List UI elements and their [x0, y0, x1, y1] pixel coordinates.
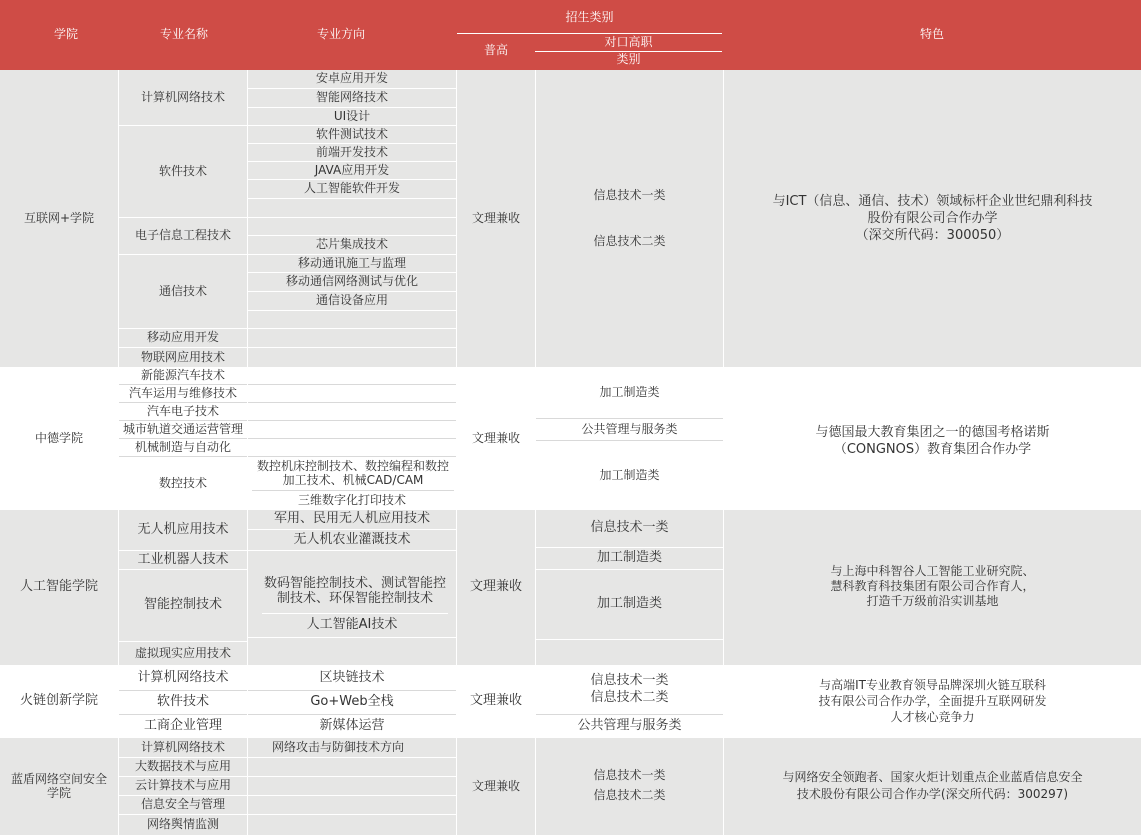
major-name: 信息安全与管理	[119, 796, 247, 815]
direction: 区块链技术	[248, 667, 456, 691]
vocational-category: 信息技术一类	[590, 673, 669, 689]
direction: JAVA应用开发	[248, 162, 456, 180]
major-name: 大数据技术与应用	[119, 758, 247, 777]
general-admission: 文理兼收	[471, 430, 520, 445]
vocational-category: 信息技术一类	[593, 188, 666, 203]
college-name: 中德学院	[34, 430, 83, 445]
direction: 前端开发技术	[248, 144, 456, 162]
direction-empty	[248, 311, 456, 329]
header-college: 学院	[53, 27, 78, 42]
general-admission: 文理兼收	[469, 579, 522, 595]
major-name: 无人机应用技术	[119, 510, 247, 551]
feature-line: 技术股份有限公司合作办学(深交所代码：300297)	[796, 786, 1069, 801]
feature-line: 慧科教育科技集团有限公司合作育人，	[830, 579, 1035, 594]
header-features: 特色	[919, 27, 944, 42]
header-category: 招生类别	[565, 10, 614, 25]
vocational-category: 信息技术一类	[536, 510, 723, 548]
direction: 移动通讯施工与监理	[248, 255, 456, 273]
major-name: 机械制造与自动化	[119, 439, 247, 457]
header-divider	[457, 33, 722, 34]
vocational-category: 公共管理与服务类	[577, 718, 682, 734]
major-name: 数控技术	[158, 475, 207, 490]
major-name: 软件技术	[119, 691, 247, 715]
major-name: 计算机网络技术	[119, 70, 247, 126]
vocational-category: 加工制造类	[536, 570, 723, 640]
major-name: 物联网应用技术	[140, 349, 225, 364]
feature-line: 人才核心竞争力	[890, 710, 975, 725]
vocational-category: 信息技术二类	[593, 788, 666, 803]
feature-line: （深交所代码：300050）	[855, 227, 1010, 243]
direction: Go+Web全栈	[248, 691, 456, 715]
major-name: 云计算技术与应用	[119, 777, 247, 796]
major-name: 汽车运用与维修技术	[119, 385, 247, 403]
direction-empty	[248, 758, 456, 777]
direction: 安卓应用开发	[248, 70, 456, 89]
direction-empty	[248, 199, 456, 218]
feature-line: 与德国最大教育集团之一的德国考格诺斯	[815, 424, 1050, 440]
direction: 新媒体运营	[319, 718, 385, 734]
direction: 三维数字化打印技术	[297, 492, 406, 507]
vocational-category: 加工制造类	[599, 467, 660, 482]
vocational-category: 加工制造类	[536, 548, 723, 570]
major-name: 网络舆情监测	[146, 817, 219, 832]
vocational-category: 信息技术二类	[590, 690, 669, 706]
major-name: 计算机网络技术	[119, 667, 247, 691]
feature-line: （CONGNOS）教育集团合作办学	[833, 441, 1032, 457]
direction: 数控机床控制技术、数控编程和数控加工技术、机械CAD/CAM	[252, 457, 454, 491]
header-vocational: 对口高职	[604, 35, 653, 50]
college-name: 蓝盾网络空间安全学院	[10, 772, 107, 800]
feature-line: 与ICT（信息、通信、技术）领域标杆企业世纪鼎利科技	[772, 193, 1093, 209]
major-name: 工业机器人技术	[119, 551, 247, 570]
direction: 软件测试技术	[248, 126, 456, 144]
feature-line: 与高端IT专业教育领导品牌深圳火链互联科	[819, 678, 1046, 693]
direction: 移动通信网络测试与优化	[248, 273, 456, 292]
direction: UI设计	[248, 108, 456, 126]
header-vocational-type: 类别	[616, 52, 641, 67]
direction: 军用、民用无人机应用技术	[248, 510, 456, 530]
direction: 人工智能软件开发	[248, 180, 456, 199]
direction: 网络攻击与防御技术方向	[248, 738, 456, 758]
major-name: 通信技术	[119, 255, 247, 329]
college-name: 火链创新学院	[19, 693, 98, 709]
direction: 智能网络技术	[248, 89, 456, 108]
major-name: 新能源汽车技术	[119, 367, 247, 385]
college-name: 互联网+学院	[23, 210, 95, 225]
college-name: 人工智能学院	[19, 579, 98, 595]
direction: 人工智能AI技术	[248, 614, 456, 638]
direction: 无人机农业灌溉技术	[248, 530, 456, 551]
major-name: 计算机网络技术	[119, 738, 247, 758]
direction-empty	[248, 403, 456, 421]
direction-empty	[248, 421, 456, 439]
header-general: 普高	[483, 43, 508, 58]
direction: 芯片集成技术	[248, 236, 456, 255]
direction-empty	[248, 218, 456, 236]
direction-empty	[248, 367, 456, 385]
general-admission: 文理兼收	[471, 210, 520, 225]
major-name: 城市轨道交通运营管理	[119, 421, 247, 439]
vocational-category: 公共管理与服务类	[536, 419, 723, 441]
major-name: 虚拟现实应用技术	[134, 645, 231, 660]
vocational-category: 信息技术二类	[593, 234, 666, 249]
major-name: 汽车电子技术	[119, 403, 247, 421]
direction-empty	[248, 439, 456, 457]
feature-line: 技有限公司合作办学，全面提升互联网研发	[818, 694, 1047, 709]
general-admission: 文理兼收	[471, 778, 520, 793]
feature-line: 股份有限公司合作办学	[867, 210, 998, 226]
direction-empty	[248, 777, 456, 796]
direction: 通信设备应用	[248, 292, 456, 311]
major-name: 移动应用开发	[119, 329, 247, 348]
header-direction: 专业方向	[316, 27, 365, 42]
feature-line: 打造千万级前沿实训基地	[866, 594, 999, 609]
major-name: 软件技术	[119, 126, 247, 218]
feature-line: 与网络安全领跑者、国家火炬计划重点企业蓝盾信息安全	[782, 769, 1083, 784]
vocational-category: 信息技术一类	[593, 768, 666, 783]
direction-empty	[248, 329, 456, 348]
major-name: 工商企业管理	[143, 718, 222, 734]
general-admission: 文理兼收	[469, 693, 522, 709]
header-major: 专业名称	[159, 27, 208, 42]
direction-empty	[248, 796, 456, 815]
vocational-category: 加工制造类	[536, 367, 723, 419]
feature-line: 与上海中科智谷人工智能工业研究院、	[830, 564, 1035, 579]
direction-empty	[248, 385, 456, 403]
major-name: 电子信息工程技术	[119, 218, 247, 255]
major-name: 智能控制技术	[119, 570, 247, 642]
direction: 数码智能控制技术、测试智能控制技术、环保智能控制技术	[262, 570, 448, 614]
